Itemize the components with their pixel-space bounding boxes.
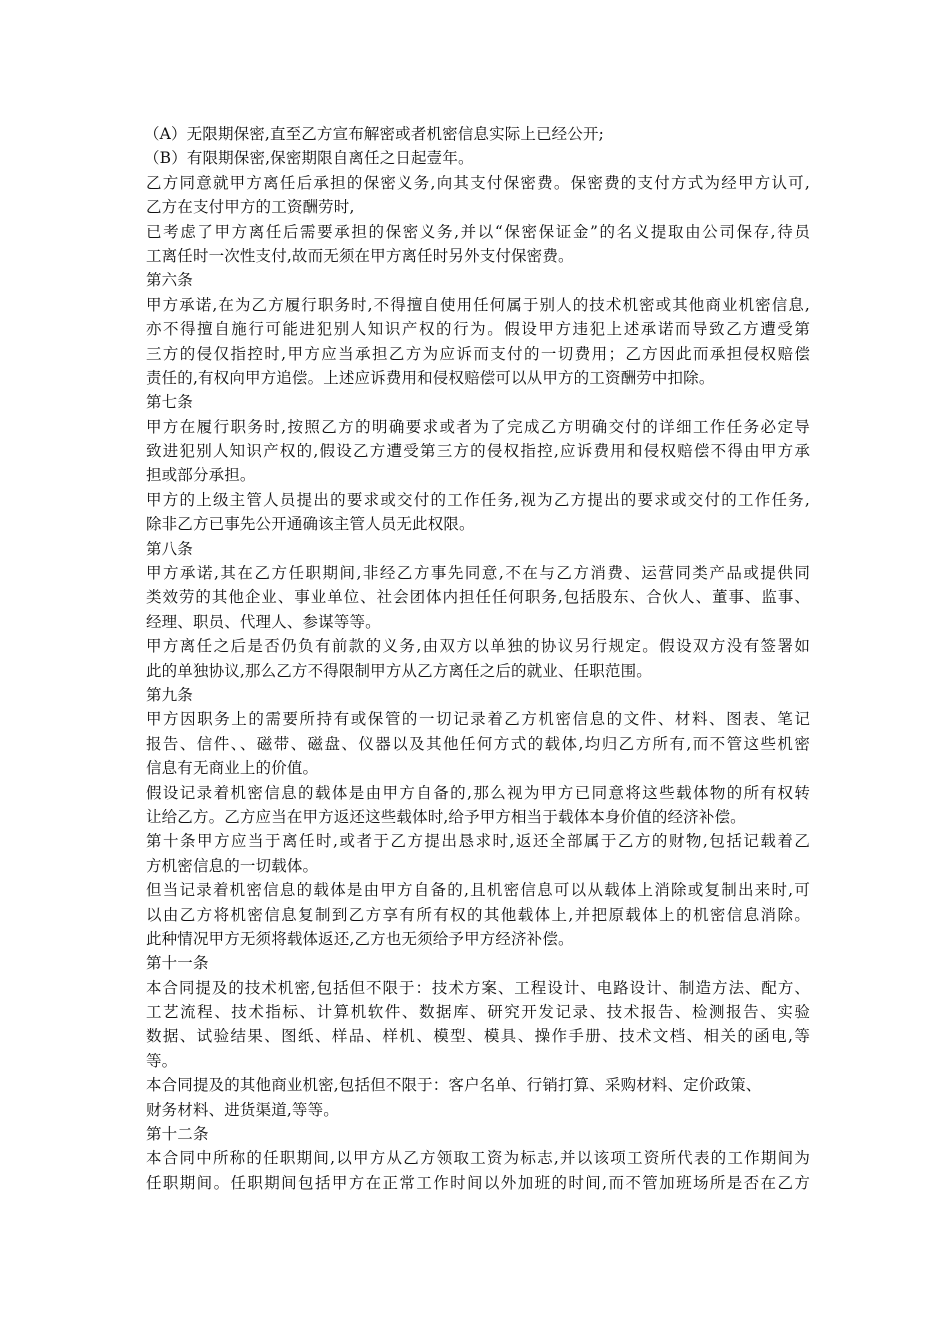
- text-line: 除非乙方已事先公开通确该主管人员无此权限。: [146, 515, 475, 534]
- text-line: 此种情况甲方无须将载体返还,乙方也无须给予甲方经济补偿。: [146, 929, 574, 948]
- text-line: （B）有限期保密,保密期限自离任之日起壹年。: [144, 149, 474, 168]
- text-line: （A）无限期保密,直至乙方宣布解密或者机密信息实际上已经公开;: [144, 125, 604, 143]
- text-line: 财务材料、进货渠道,等等。: [146, 1100, 339, 1119]
- text-line: 乙方在支付甲方的工资酬劳时,: [146, 198, 355, 217]
- text-line: 责任的,有权向甲方追偿。上述应诉费用和侵权赔偿可以从甲方的工资酬劳中扣除。: [146, 368, 715, 387]
- text-line: 第十一条: [146, 954, 209, 973]
- text-line: 本合同提及的其他商业机密,包括但不限于：客户名单、行销打算、采购材料、定价政策、: [146, 1076, 762, 1095]
- text-line: 三方的侵仅指控时,甲方应当承担乙方为应诉而支付的一切费用；乙方因此而承担侵权赔偿: [146, 344, 810, 363]
- text-line: 但当记录着机密信息的载体是由甲方自备的,且机密信息可以从载体上消除或复制出来时,可: [146, 881, 810, 900]
- text-line: 信息有无商业上的价值。: [146, 759, 319, 778]
- text-line: 数据、试验结果、图纸、样品、样机、模型、模具、操作手册、技术文档、相关的函电,等: [146, 1027, 810, 1046]
- text-line: 甲方承诺,其在乙方任职期间,非经乙方事先同意,不在与乙方消费、运营同类产品或提供同: [146, 564, 810, 583]
- text-line: 第九条: [146, 685, 193, 704]
- text-line: 工艺流程、技术指标、计算机软件、数据库、研究开发记录、技术报告、检测报告、实验: [146, 1003, 810, 1022]
- text-line: 等。: [146, 1051, 178, 1070]
- text-line: 任职期间。任职期间包括甲方在正常工作时间以外加班的时间,而不管加班场所是否在乙方: [146, 1173, 810, 1192]
- text-line: 亦不得擅自施行可能进犯别人知识产权的行为。假设甲方违犯上述承诺而导致乙方遭受第: [146, 320, 810, 339]
- text-line: 以由乙方将机密信息复制到乙方享有所有权的其他载体上,并把原载体上的机密信息消除。: [146, 905, 810, 924]
- text-line: 致进犯别人知识产权的,假设乙方遭受第三方的侵权指控,应诉费用和侵权赔偿不得由甲方承: [146, 442, 810, 461]
- text-line: 已考虑了甲方离任后需要承担的保密义务,并以“保密保证金”的名义提取由公司保存,待员: [146, 222, 810, 241]
- text-line: 类效劳的其他企业、事业单位、社会团体内担任任何职务,包括股东、合伙人、董事、监事、: [146, 588, 810, 607]
- text-line: 甲方的上级主管人员提出的要求或交付的工作任务,视为乙方提出的要求或交付的工作任务,: [146, 490, 810, 509]
- text-line: 第八条: [146, 539, 193, 558]
- text-line: 第六条: [146, 271, 193, 290]
- text-line: 让给乙方。乙方应当在甲方返还这些载体时,给予甲方相当于载体本身价值的经济补偿。: [146, 807, 746, 826]
- text-line: 乙方同意就甲方离任后承担的保密义务,向其支付保密费。保密费的支付方式为经甲方认可,: [146, 173, 810, 192]
- text-line: 工离任时一次性支付,故而无须在甲方离任时另外支付保密费。: [146, 246, 574, 265]
- document-page: [146, 122, 810, 1195]
- text-line: 本合同中所称的任职期间,以甲方从乙方领取工资为标志,并以该项工资所代表的工作期间为: [146, 1149, 810, 1168]
- text-line: 担或部分承担。: [146, 466, 256, 485]
- text-line: 假设记录着机密信息的载体是由甲方自备的,那么视为甲方已同意将这些载体物的所有权转: [146, 783, 810, 802]
- text-line: 第七条: [146, 393, 193, 412]
- text-line: 本合同提及的技术机密,包括但不限于：技术方案、工程设计、电路设计、制造方法、配方、: [146, 978, 810, 997]
- text-line: 甲方因职务上的需要所持有或保管的一切记录着乙方机密信息的文件、材料、图表、笔记: [146, 710, 810, 729]
- text-line: 第十二条: [146, 1125, 209, 1144]
- text-line: 报告、信件、、磁带、磁盘、仪器以及其他任何方式的载体,均归乙方所有,而不管这些机密: [146, 734, 810, 753]
- text-line: 甲方在履行职务时,按照乙方的明确要求或者为了完成乙方明确交付的详细工作任务必定导: [146, 417, 810, 436]
- text-line: 甲方承诺,在为乙方履行职务时,不得擅自使用任何属于别人的技术机密或其他商业机密信息,: [146, 295, 810, 314]
- text-line: 甲方离任之后是否仍负有前款的义务,由双方以单独的协议另行规定。假设双方没有签署如: [146, 637, 810, 656]
- text-line: 此的单独协议,那么乙方不得限制甲方从乙方离任之后的就业、任职范围。: [146, 661, 652, 680]
- text-line: 方机密信息的一切载体。: [146, 856, 319, 875]
- text-line: 经理、职员、代理人、参谋等等。: [146, 612, 381, 631]
- text-line: 第十条甲方应当于离任时,或者于乙方提出恳求时,返还全部属于乙方的财物,包括记载着乙: [146, 832, 810, 851]
